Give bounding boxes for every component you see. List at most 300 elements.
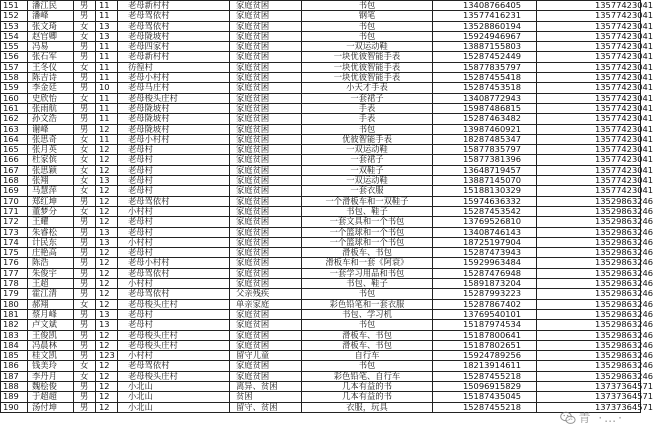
- cell-wish: 几本有益的书: [302, 392, 433, 402]
- cell-number: 172: [1, 217, 28, 227]
- cell-village: 老母梭头庄村: [118, 330, 230, 340]
- cell-gender: 男: [74, 248, 96, 258]
- table-body: [1, 0, 653, 413]
- cell-phone: 13577416231: [433, 11, 537, 21]
- cell-gender: 男: [74, 381, 96, 391]
- cell-name: 霍江清: [28, 289, 74, 299]
- cell-wish: 钢笔: [302, 11, 433, 21]
- cell-name: 朱睿松: [28, 227, 74, 237]
- cell-village: 老母梭头庄村: [118, 299, 230, 309]
- cell-wish: 自行车: [302, 351, 433, 361]
- cell-situation: 留守儿童: [230, 351, 302, 361]
- cell-wish: 一套文具和一个书包: [302, 217, 433, 227]
- table-row: [1, 206, 641, 216]
- cell-gender: 男: [74, 73, 96, 83]
- cell-phone: 13408746143: [433, 227, 537, 237]
- cell-contact-phone: 13529863246: [537, 361, 641, 371]
- cell-age: 10: [96, 83, 118, 93]
- cell-wish: 一套学习用品和书包: [302, 268, 433, 278]
- table-row: [1, 155, 641, 165]
- cell-number: 166: [1, 155, 28, 165]
- cell-wish: 彩色铅笔、自行车: [302, 371, 433, 381]
- cell-age: 13: [96, 31, 118, 41]
- table-row: [1, 145, 641, 155]
- cell-gender: 男: [74, 320, 96, 330]
- cell-village: 老母村: [118, 176, 230, 186]
- cell-name: 计民东: [28, 237, 74, 247]
- table-row: [1, 258, 641, 268]
- cell-village: 小村村: [118, 206, 230, 216]
- cell-situation: 家庭贫困: [230, 93, 302, 103]
- cell-number: 187: [1, 371, 28, 381]
- cell-wish: 彩色铅笔和一套衣服: [302, 299, 433, 309]
- cell-village: 老母驾依村: [118, 268, 230, 278]
- cell-wish: 书包: [302, 124, 433, 134]
- cell-wish: 书包: [302, 31, 433, 41]
- cell-village: 老母村: [118, 217, 230, 227]
- table-row: [1, 227, 641, 237]
- cell-name: 冯易: [28, 42, 74, 52]
- cell-age: 12: [96, 196, 118, 206]
- cell-number: 178: [1, 279, 28, 289]
- cell-name: 冯晨林: [28, 340, 74, 350]
- cell-number: 189: [1, 392, 28, 402]
- cell-wish: 几本有益的书: [302, 381, 433, 391]
- cell-phone: 15287453542: [433, 206, 537, 216]
- cell-name: 陈浩: [28, 258, 74, 268]
- cell-name: 王俊凯: [28, 330, 74, 340]
- cell-age: 13: [96, 176, 118, 186]
- cell-contact-phone: 13577423041: [537, 93, 641, 103]
- cell-age: 12: [96, 206, 118, 216]
- cell-phone: 13769526810: [433, 217, 537, 227]
- cell-contact-phone: 13529863246: [537, 340, 641, 350]
- cell-gender: 男: [74, 124, 96, 134]
- cell-gender: 女: [74, 155, 96, 165]
- cell-wish: 书包、学习机: [302, 309, 433, 319]
- cell-age: 12: [96, 124, 118, 134]
- cell-phone: 13887155803: [433, 42, 537, 52]
- cell-situation: 家庭贫困: [230, 361, 302, 371]
- cell-situation: 家庭贫困: [230, 248, 302, 258]
- cell-number: 176: [1, 258, 28, 268]
- cell-contact-phone: 13577423041: [537, 31, 641, 41]
- cell-number: 188: [1, 381, 28, 391]
- cell-phone: 15891873204: [433, 279, 537, 289]
- cell-situation: 家庭贫困: [230, 52, 302, 62]
- cell-contact-phone: 13577423041: [537, 1, 641, 11]
- cell-wish: 一块优彼智能手表: [302, 73, 433, 83]
- cell-wish: 一个篮球和一个书包: [302, 237, 433, 247]
- cell-number: 163: [1, 124, 28, 134]
- cell-number: 186: [1, 361, 28, 371]
- table-row: [1, 114, 641, 124]
- table-row: [1, 62, 641, 72]
- cell-number: 184: [1, 340, 28, 350]
- cell-situation: 家庭贫困: [230, 114, 302, 124]
- cell-age: 12: [96, 299, 118, 309]
- table-row: [1, 83, 641, 93]
- cell-name: 张翔: [28, 176, 74, 186]
- table-row: [1, 299, 641, 309]
- cell-name: 张石军: [28, 52, 74, 62]
- cell-number: 153: [1, 21, 28, 31]
- cell-situation: 家庭贫困: [230, 371, 302, 381]
- cell-contact-phone: 13577423041: [537, 62, 641, 72]
- cell-gender: 男: [74, 227, 96, 237]
- cell-village: 小北山: [118, 392, 230, 402]
- cell-contact-phone: 13737364571: [537, 392, 641, 402]
- cell-name: 汤付坤: [28, 402, 74, 412]
- cell-age: 123: [96, 351, 118, 361]
- cell-situation: 家庭贫困: [230, 1, 302, 11]
- cell-situation: 父亲残疾: [230, 289, 302, 299]
- cell-village: 老母陇坡村: [118, 114, 230, 124]
- cell-situation: 离异、贫困: [230, 381, 302, 391]
- cell-number: 180: [1, 299, 28, 309]
- cell-situation: 家庭贫困: [230, 83, 302, 93]
- cell-phone: 18213914611: [433, 361, 537, 371]
- cell-name: 于超超: [28, 392, 74, 402]
- cell-situation: 家庭贫困: [230, 330, 302, 340]
- cell-contact-phone: 13529863246: [537, 309, 641, 319]
- cell-age: 12: [96, 340, 118, 350]
- cell-village: 老母梭头庄村: [118, 340, 230, 350]
- cell-village: 老母村: [118, 145, 230, 155]
- cell-wish: 书包: [302, 1, 433, 11]
- cell-wish: 书包、鞋子: [302, 279, 433, 289]
- cell-phone: 13408772943: [433, 93, 537, 103]
- cell-situation: 家庭贫困: [230, 124, 302, 134]
- cell-phone: 15974636332: [433, 196, 537, 206]
- cell-name: 孙文浩: [28, 114, 74, 124]
- cell-age: 11: [96, 52, 118, 62]
- cell-situation: 家庭贫困: [230, 155, 302, 165]
- cell-name: 张思颖: [28, 165, 74, 175]
- cell-phone: 15287455218: [433, 402, 537, 412]
- cell-gender: 男: [74, 217, 96, 227]
- cell-gender: 男: [74, 52, 96, 62]
- table-row: [1, 52, 641, 62]
- cell-name: 李丹月: [28, 371, 74, 381]
- cell-contact-phone: 13577423041: [537, 155, 641, 165]
- cell-name: 陈吉诗: [28, 73, 74, 83]
- cell-phone: 15877835797: [433, 145, 537, 155]
- cell-situation: 单亲家庭: [230, 299, 302, 309]
- table-row: [1, 351, 641, 361]
- cell-situation: 家庭贫困: [230, 237, 302, 247]
- cell-village: 老母村: [118, 165, 230, 175]
- cell-number: 152: [1, 11, 28, 21]
- cell-name: 谢峰: [28, 124, 74, 134]
- cell-contact-phone: 13529863246: [537, 279, 641, 289]
- cell-contact-phone: 13529863246: [537, 351, 641, 361]
- cell-phone: 13987460921: [433, 124, 537, 134]
- cell-age: 12: [96, 371, 118, 381]
- cell-age: 11: [96, 62, 118, 72]
- cell-contact-phone: 13577423041: [537, 52, 641, 62]
- cell-phone: 15987486815: [433, 103, 537, 113]
- cell-contact-phone: 13529863246: [537, 227, 641, 237]
- cell-contact-phone: 13529863246: [537, 258, 641, 268]
- cell-phone: 15187974534: [433, 320, 537, 330]
- cell-number: 179: [1, 289, 28, 299]
- table-row: [1, 371, 641, 381]
- cell-wish: 一双运动鞋: [302, 42, 433, 52]
- cell-wish: 一双运动鞋: [302, 176, 433, 186]
- cell-age: 13: [96, 320, 118, 330]
- cell-age: 11: [96, 11, 118, 21]
- cell-phone: 15924789256: [433, 351, 537, 361]
- cell-gender: 女: [74, 21, 96, 31]
- cell-phone: 13769540101: [433, 309, 537, 319]
- cell-village: 老母村: [118, 320, 230, 330]
- cell-gender: 女: [74, 361, 96, 371]
- cell-name: 张雨航: [28, 103, 74, 113]
- cell-number: 169: [1, 186, 28, 196]
- cell-situation: 家庭贫困: [230, 268, 302, 278]
- watermark-text: 青 ·…·: [578, 411, 624, 425]
- cell-number: 161: [1, 103, 28, 113]
- cell-contact-phone: 13577423041: [537, 42, 641, 52]
- cell-contact-phone: 13577423041: [537, 21, 641, 31]
- cell-contact-phone: 13577423041: [537, 176, 641, 186]
- cell-name: 钱美玲: [28, 361, 74, 371]
- table-row: [1, 93, 641, 103]
- cell-contact-phone: 13529863246: [537, 196, 641, 206]
- cell-wish: 优彼智能手表: [302, 134, 433, 144]
- cell-number: 173: [1, 227, 28, 237]
- cell-age: 12: [96, 248, 118, 258]
- cell-age: 12: [96, 402, 118, 412]
- table-row: [1, 320, 641, 330]
- cell-village: 老母驾依村: [118, 361, 230, 371]
- cell-age: 13: [96, 237, 118, 247]
- cell-gender: 男: [74, 196, 96, 206]
- table-row: [1, 103, 641, 113]
- cell-name: 史欣怡: [28, 93, 74, 103]
- cell-contact-phone: 13577423041: [537, 145, 641, 155]
- cell-contact-phone: 13529863246: [537, 371, 641, 381]
- cell-age: 13: [96, 21, 118, 31]
- cell-contact-phone: 13529863246: [537, 268, 641, 278]
- table-row: [1, 196, 641, 206]
- cell-name: 王冬仪: [28, 62, 74, 72]
- cell-village: 老母陇坡村: [118, 124, 230, 134]
- cell-village: 老母四家村: [118, 42, 230, 52]
- table-row: [1, 381, 641, 391]
- cell-wish: 一双运动鞋: [302, 145, 433, 155]
- cell-village: 小北山: [118, 381, 230, 391]
- cell-phone: 15287453518: [433, 83, 537, 93]
- table-row: [1, 21, 641, 31]
- cell-situation: 家庭贫困: [230, 11, 302, 21]
- cell-village: 老母梭头庄村: [118, 371, 230, 381]
- cell-village: 老母小村村: [118, 134, 230, 144]
- cell-number: 170: [1, 196, 28, 206]
- cell-contact-phone: 13577423041: [537, 124, 641, 134]
- cell-gender: 女: [74, 93, 96, 103]
- cell-name: 马慧萍: [28, 186, 74, 196]
- cell-age: 12: [96, 381, 118, 391]
- cell-gender: 男: [74, 42, 96, 52]
- cell-phone: 13887145070: [433, 176, 537, 186]
- cell-wish: 一块优彼智能手表: [302, 52, 433, 62]
- cell-phone: 15287455418: [433, 73, 537, 83]
- cell-gender: 男: [74, 237, 96, 247]
- cell-situation: 家庭贫困: [230, 320, 302, 330]
- cell-village: 彷徨村: [118, 62, 230, 72]
- cell-number: 156: [1, 52, 28, 62]
- cell-situation: 家庭贫困: [230, 176, 302, 186]
- cell-number: 190: [1, 402, 28, 412]
- cell-phone: 15929963484: [433, 258, 537, 268]
- cell-phone: 15287476948: [433, 268, 537, 278]
- cell-wish: 滑板车、书包: [302, 330, 433, 340]
- table-row: [1, 176, 641, 186]
- cell-phone: 13528860194: [433, 21, 537, 31]
- cell-name: 赵官卿: [28, 31, 74, 41]
- cell-name: 张文琦: [28, 21, 74, 31]
- cell-age: 12: [96, 145, 118, 155]
- cell-village: 老母小村村: [118, 73, 230, 83]
- cell-number: 165: [1, 145, 28, 155]
- cell-gender: 女: [74, 62, 96, 72]
- cell-phone: 13648719457: [433, 165, 537, 175]
- cell-situation: 家庭贫困: [230, 196, 302, 206]
- cell-village: 老母村: [118, 309, 230, 319]
- cell-gender: 女: [74, 206, 96, 216]
- cell-wish: 书包、鞋子: [302, 206, 433, 216]
- cell-village: 老母驾依村: [118, 289, 230, 299]
- table-row: [1, 268, 641, 278]
- cell-name: 潘江民: [28, 1, 74, 11]
- table-row: [1, 1, 641, 11]
- cell-situation: 家庭贫困: [230, 21, 302, 31]
- cell-name: 郝翔: [28, 299, 74, 309]
- cell-phone: 15287867402: [433, 299, 537, 309]
- cell-phone: 15187800641: [433, 330, 537, 340]
- cell-number: 159: [1, 83, 28, 93]
- cell-name: 王超: [28, 279, 74, 289]
- cell-wish: 一套裙子: [302, 155, 433, 165]
- cell-situation: 家庭贫困: [230, 73, 302, 83]
- cell-contact-phone: 13529863246: [537, 237, 641, 247]
- cell-number: 167: [1, 165, 28, 175]
- cell-village: 老母马庄村: [118, 83, 230, 93]
- cell-name: 朱俊宇: [28, 268, 74, 278]
- cell-gender: 女: [74, 186, 96, 196]
- cell-phone: 15287455218: [433, 371, 537, 381]
- cell-wish: 书包: [302, 361, 433, 371]
- cell-village: 老母驾依村: [118, 11, 230, 21]
- table-row: [1, 11, 641, 21]
- cell-number: 155: [1, 42, 28, 52]
- cell-contact-phone: 13577423041: [537, 165, 641, 175]
- cell-village: 老母村: [118, 248, 230, 258]
- cell-gender: 男: [74, 351, 96, 361]
- cell-village: 老母驾依村: [118, 196, 230, 206]
- cell-gender: 男: [74, 268, 96, 278]
- cell-phone: 15924946967: [433, 31, 537, 41]
- cell-name: 郑红坤: [28, 196, 74, 206]
- cell-number: 151: [1, 1, 28, 11]
- cell-contact-phone: 13737364571: [537, 402, 641, 412]
- cell-village: 老母村: [118, 186, 230, 196]
- cell-wish: 书包: [302, 289, 433, 299]
- cell-age: 11: [96, 114, 118, 124]
- cell-number: 164: [1, 134, 28, 144]
- cell-gender: 男: [74, 330, 96, 340]
- table-row: [1, 289, 641, 299]
- cell-phone: 15877381396: [433, 155, 537, 165]
- cell-village: 老母村: [118, 227, 230, 237]
- cell-number: 160: [1, 93, 28, 103]
- cell-village: 老母新村村: [118, 1, 230, 11]
- cell-situation: 家庭贫困: [230, 279, 302, 289]
- cell-wish: 一个篮球和一个书包: [302, 227, 433, 237]
- cell-contact-phone: 13577423041: [537, 103, 641, 113]
- cell-gender: 男: [74, 309, 96, 319]
- cell-number: 181: [1, 309, 28, 319]
- cell-age: 12: [96, 361, 118, 371]
- cell-age: 12: [96, 155, 118, 165]
- cell-village: 小村村: [118, 279, 230, 289]
- cell-name: 桂文凯: [28, 351, 74, 361]
- cell-age: 11: [96, 93, 118, 103]
- cell-wish: 书包: [302, 320, 433, 330]
- cell-phone: 15287473943: [433, 248, 537, 258]
- cell-gender: 男: [74, 103, 96, 113]
- cell-phone: 15287463482: [433, 114, 537, 124]
- cell-contact-phone: 13529863246: [537, 217, 641, 227]
- cell-gender: 女: [74, 134, 96, 144]
- cell-wish: 小天才手表: [302, 83, 433, 93]
- cell-phone: 15287993223: [433, 289, 537, 299]
- cell-name: 潘峰: [28, 11, 74, 21]
- cell-wish: 滑板车、书包: [302, 248, 433, 258]
- cell-gender: 女: [74, 165, 96, 175]
- cell-contact-phone: 13529863246: [537, 330, 641, 340]
- cell-gender: 男: [74, 392, 96, 402]
- cell-gender: 男: [74, 11, 96, 21]
- cell-age: 12: [96, 268, 118, 278]
- cell-age: 11: [96, 42, 118, 52]
- cell-wish: 衣服，玩具: [302, 402, 433, 412]
- cell-gender: 女: [74, 371, 96, 381]
- cell-gender: 男: [74, 289, 96, 299]
- cell-village: 小村村: [118, 351, 230, 361]
- cell-gender: 男: [74, 279, 96, 289]
- table-row: [1, 42, 641, 52]
- cell-age: 12: [96, 165, 118, 175]
- cell-situation: 家庭贫困: [230, 31, 302, 41]
- cell-number: 177: [1, 268, 28, 278]
- table-row: [1, 340, 641, 350]
- cell-number: 175: [1, 248, 28, 258]
- cell-wish: 一块优彼智能手表: [302, 62, 433, 72]
- cell-number: 168: [1, 176, 28, 186]
- cell-number: 185: [1, 351, 28, 361]
- table-row: [1, 309, 641, 319]
- cell-phone: 15096915829: [433, 381, 537, 391]
- table-row: [1, 361, 641, 371]
- cell-name: 张月英: [28, 145, 74, 155]
- cell-gender: 男: [74, 340, 96, 350]
- cell-name: 庄艳高: [28, 248, 74, 258]
- table-row: [1, 186, 641, 196]
- cell-age: 13: [96, 309, 118, 319]
